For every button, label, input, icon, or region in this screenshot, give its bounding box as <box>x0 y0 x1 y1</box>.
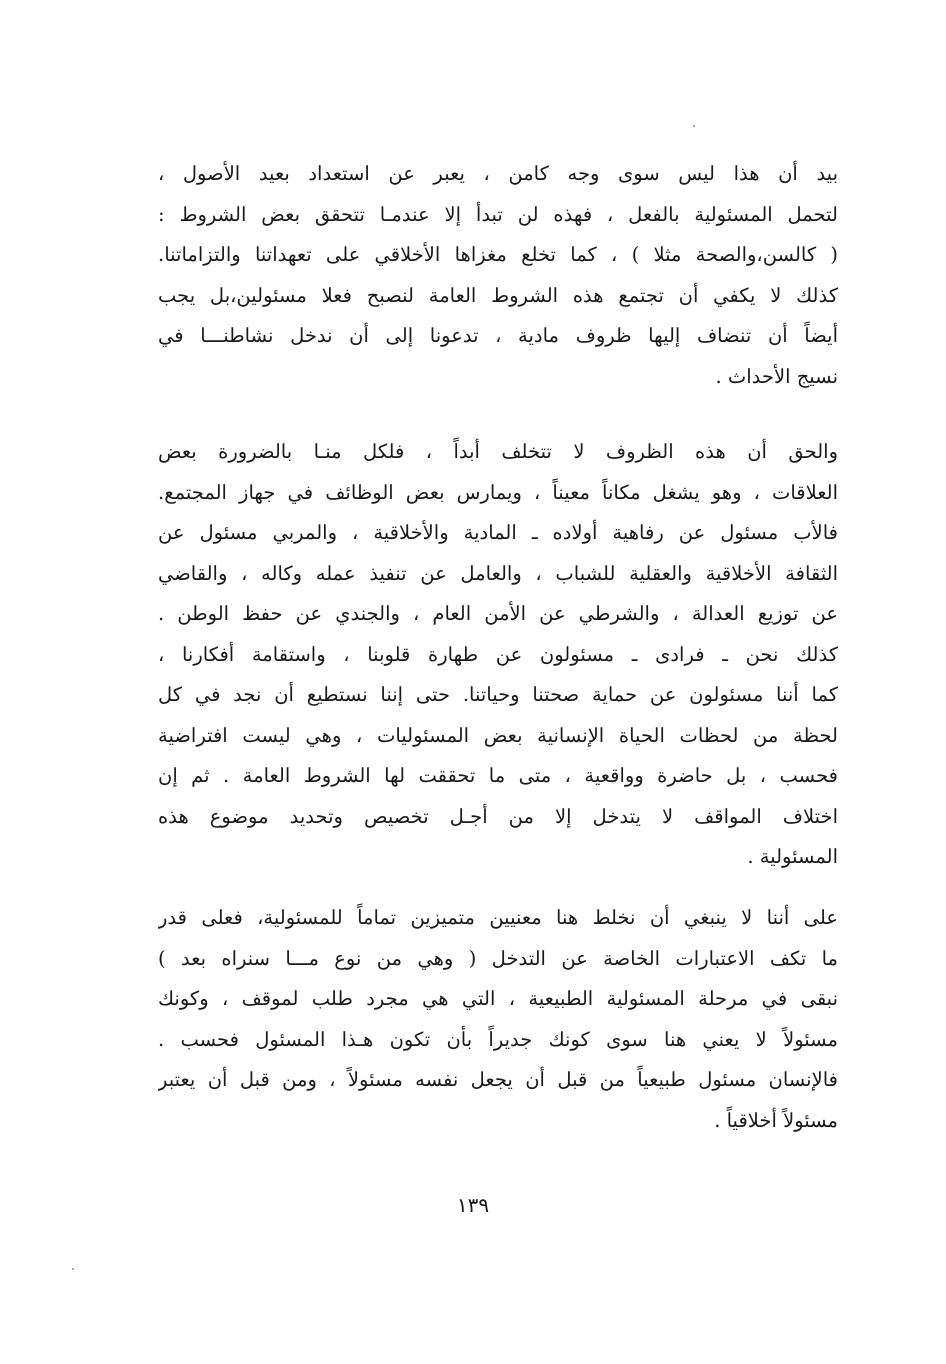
scan-speck <box>72 1268 74 1270</box>
text-line: ما تكف الاعتبارات الخاصة عن التدخل ( وهي من نوع مـــا سنراه بعد ) <box>158 946 838 970</box>
text-line: فحسب ، بل حاضرة وواقعية ، متى ما تحققت لها الشروط العامة . ثم إن <box>158 764 838 787</box>
text-line: نسيج الأحداث . <box>715 364 838 388</box>
text-line: كذلك لا يكفي أن تجتمع هذه الشروط العامة لنصبح فعلا مسئولين،بل يجب <box>158 283 838 307</box>
text-line: فالإنسان مسئول طبيعياً من قبل أن يجعل نفسه مسئولاً ، ومن قبل أن يعتبر <box>158 1068 838 1091</box>
text-line: عن توزيع العدالة ، والشرطي عن الأمن العام ، والجندي عن حفظ الوطن . <box>158 602 838 625</box>
paragraph-3 <box>158 898 838 1141</box>
paragraph-2 <box>158 432 838 878</box>
text-line: مسئولاً أخلاقياً . <box>714 1108 838 1132</box>
text-line: لتحمل المسئولية بالفعل ، فهذه لن تبدأ إلا عندمـا تتحقق بعض الشروط : <box>158 202 838 226</box>
text-line: الثقافة الأخلاقية والعقلية للشباب ، والعامل عن تنفيذ عمله وكاله ، والقاضي <box>158 561 838 585</box>
text-line: فالأب مسئول عن رفاهية أولاده ـ المادية والأخلاقية ، والمربي مسئول عن <box>158 521 838 544</box>
text-line: ( كالسن،والصحة مثلا ) ، كما تخلع مغزاها الأخلاقي على تعهداتنا والتزاماتنا. <box>158 243 838 266</box>
text-line: لحظة من لحظات الحياة الإنسانية بعض المسئوليات ، وهي ليست افتراضية <box>158 723 838 747</box>
scan-speck <box>693 125 695 127</box>
text-line: اختلاف المواقف لا يتدخل إلا من أجـل تخصيص وتحديد موضوع هذه <box>158 804 838 828</box>
text-line: والحق أن هذه الظروف لا تتخلف أبداً ، فلكل منـا بالضرورة بعض <box>158 440 838 463</box>
text-line: على أننا لا ينبغي أن نخلط هنا معنيين متميزين تماماً للمسئولية، فعلى قدر <box>158 906 838 929</box>
paragraph-1 <box>158 154 838 397</box>
text-line: كذلك نحن ـ فرادى ـ مسئولون عن طهارة قلوبنا ، واستقامة أفكارنا ، <box>158 642 838 666</box>
text-line: نبقى في مرحلة المسئولية الطبيعية ، التي هي مجرد طلب لموقف ، وكونك <box>158 987 838 1010</box>
text-line: أيضاً أن تنضاف إليها ظروف مادية ، تدعونا إلى أن ندخل نشاطنـــا في <box>158 324 838 347</box>
text-line: بيد أن هذا ليس سوى وجه كامن ، يعبر عن استعداد بعيد الأصول ، <box>158 162 838 185</box>
text-line: كما أننا مسئولون عن حماية صحتنا وحياتنا. حتى إننا نستطيع أن نجد في كل <box>158 683 838 706</box>
text-line: مسئولاً لا يعني هنا سوى كونك جديراً بأن تكون هـذا المسئول فحسب . <box>158 1027 838 1051</box>
text-line: المسئولية . <box>747 845 838 868</box>
text-line: العلاقات ، وهو يشغل مكاناً معيناً ، ويمارس بعض الوظائف في جهاز المجتمع. <box>158 480 838 504</box>
page-number: ١٣٩ <box>456 1193 490 1217</box>
